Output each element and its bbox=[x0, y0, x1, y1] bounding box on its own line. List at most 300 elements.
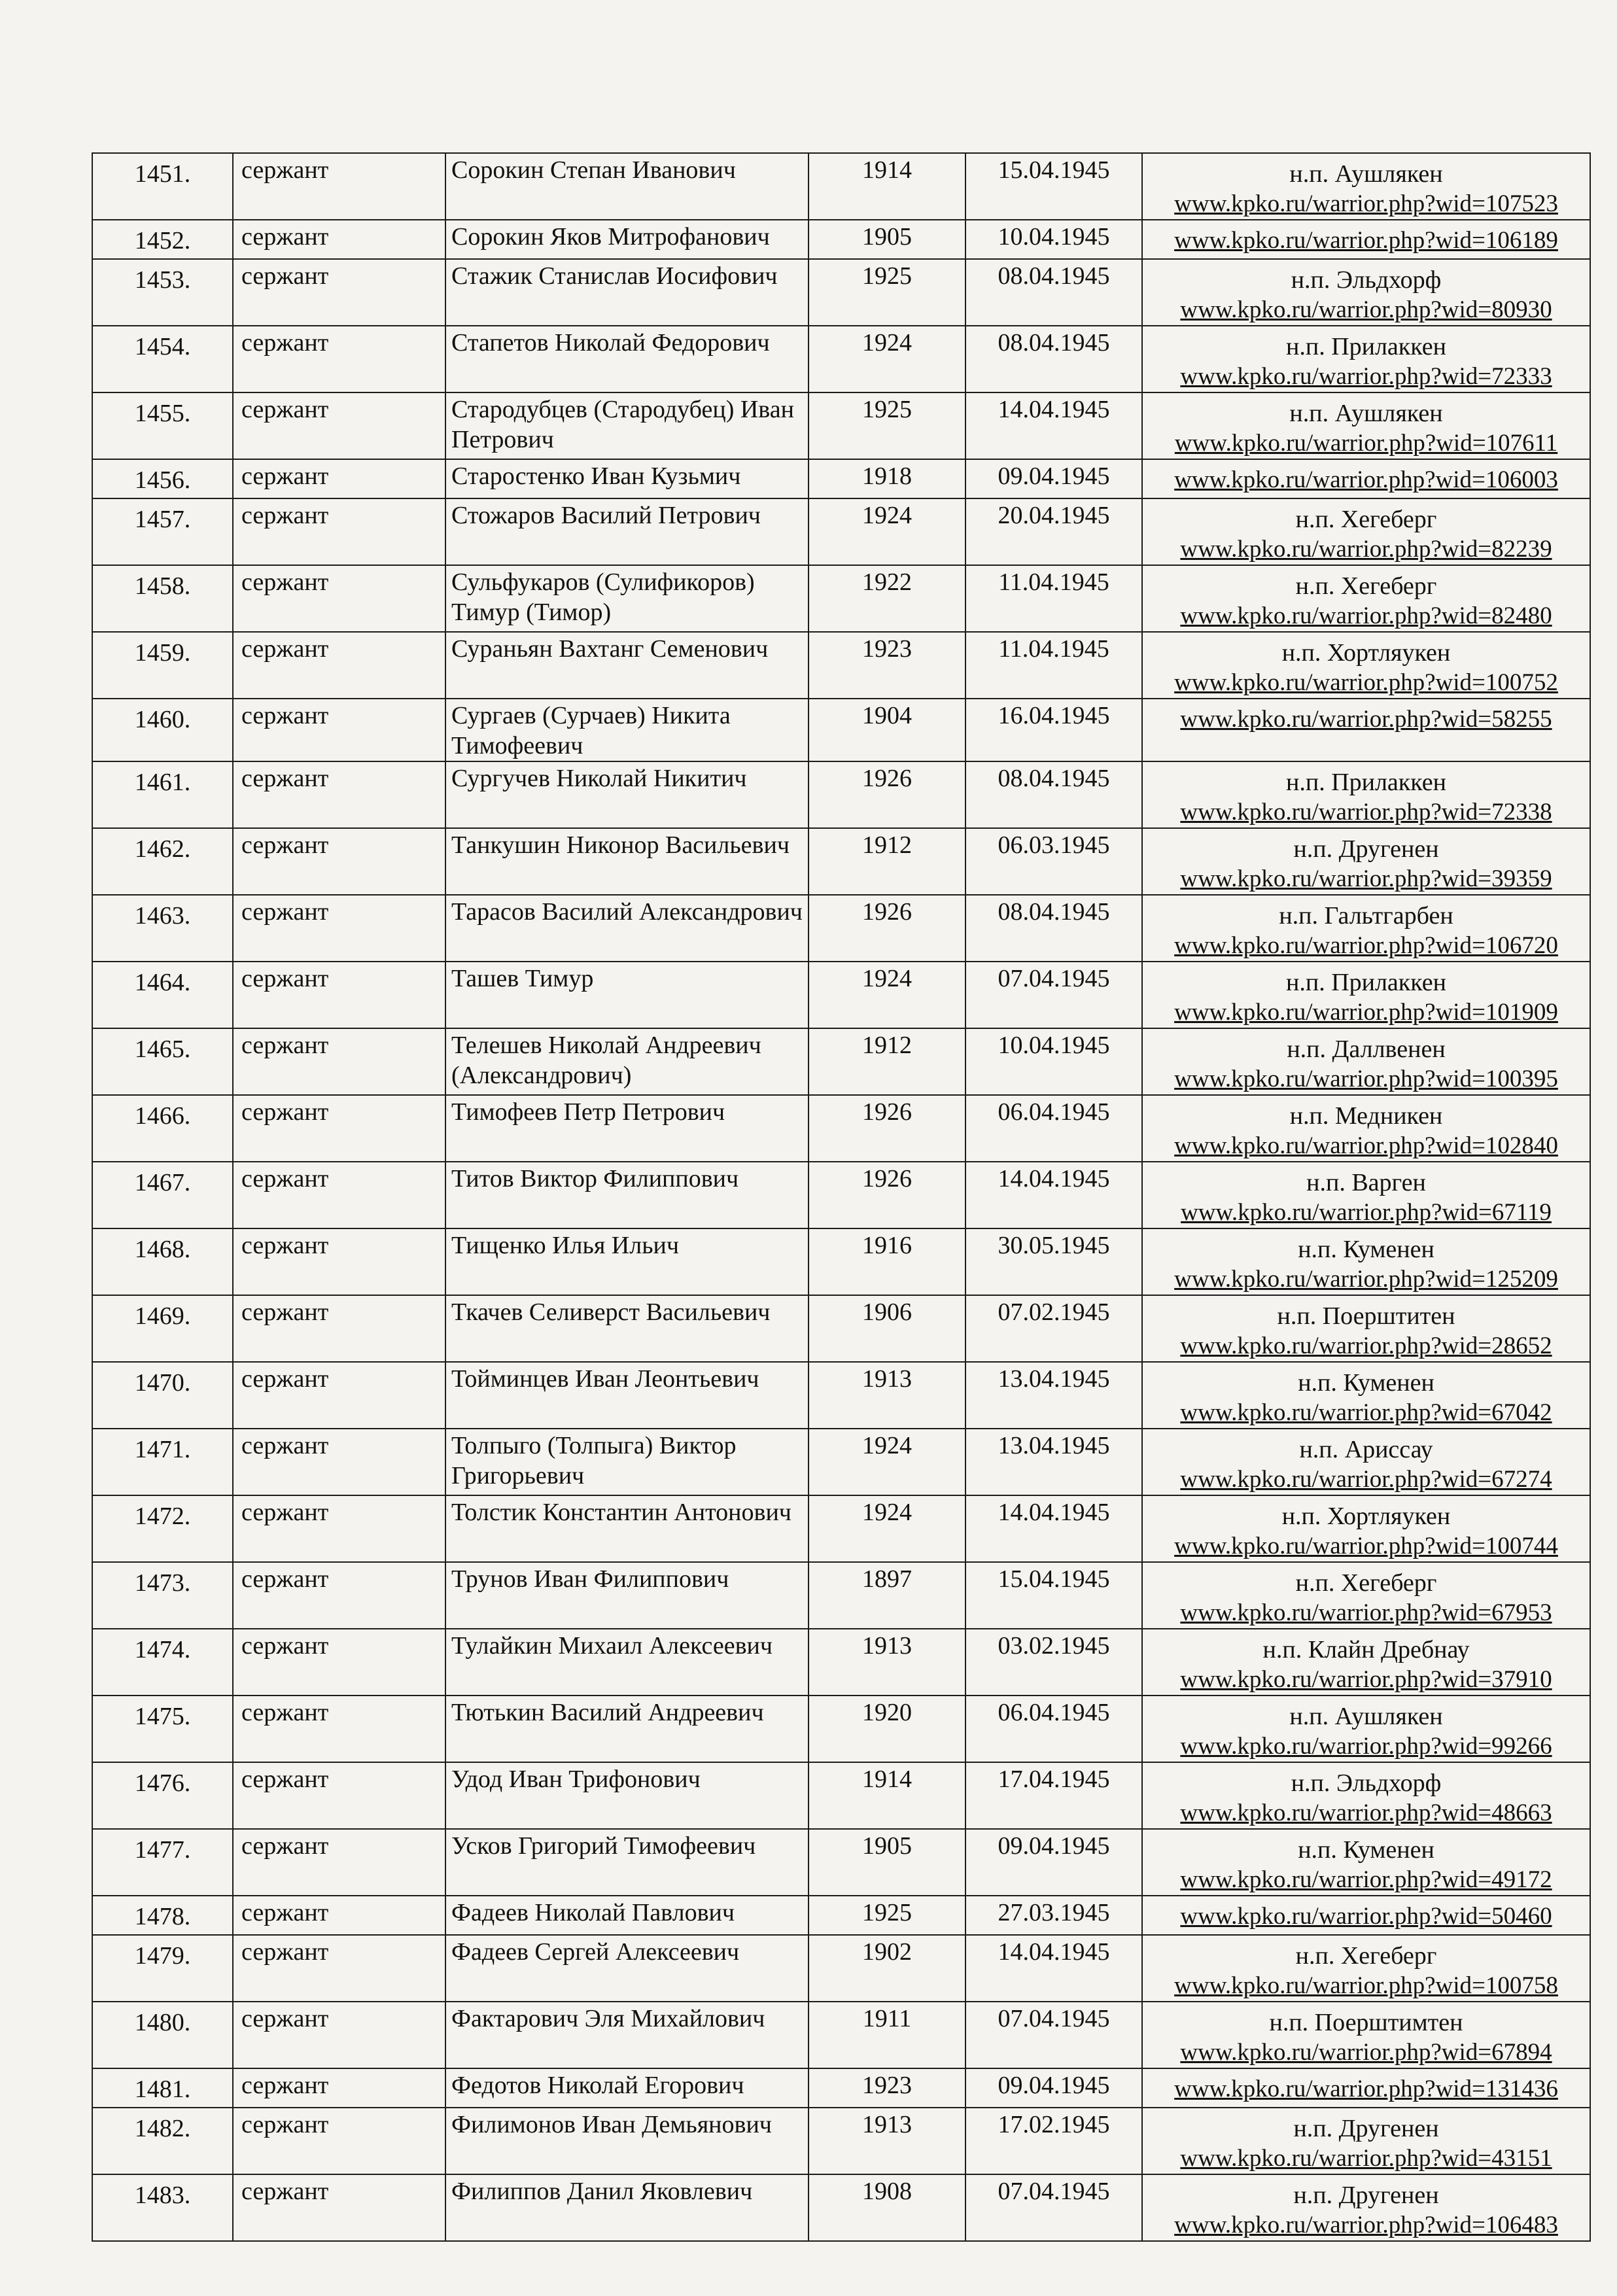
warrior-link[interactable]: www.kpko.ru/warrior.php?wid=58255 bbox=[1180, 706, 1552, 733]
rank: сержант bbox=[241, 223, 329, 251]
settlement-name: н.п. Эльдхорф bbox=[1291, 266, 1442, 294]
table-row bbox=[92, 1228, 1590, 1295]
row-number: 1463. bbox=[134, 902, 191, 930]
place-link-cell bbox=[1142, 1362, 1590, 1429]
full-name: Фадеев Сергей Алексеевич bbox=[451, 1938, 740, 1966]
row-number: 1464. bbox=[134, 969, 191, 996]
birth-year: 1913 bbox=[862, 1365, 912, 1393]
death-date: 06.03.1945 bbox=[998, 831, 1110, 859]
settlement-name: н.п. Другенен bbox=[1293, 835, 1439, 863]
full-name-cell bbox=[445, 259, 808, 326]
birth-year-cell bbox=[808, 153, 965, 220]
death-date-cell bbox=[965, 392, 1142, 459]
row-number: 1462. bbox=[134, 835, 191, 863]
rank: сержант bbox=[241, 568, 329, 596]
row-number: 1466. bbox=[134, 1102, 191, 1130]
warrior-link[interactable]: www.kpko.ru/warrior.php?wid=131436 bbox=[1174, 2076, 1558, 2102]
row-number-cell bbox=[92, 962, 233, 1028]
table-row bbox=[92, 153, 1590, 220]
full-name: Тютькин Василий Андреевич bbox=[451, 1699, 764, 1726]
death-date-cell bbox=[965, 498, 1142, 565]
birth-year: 1908 bbox=[862, 2178, 912, 2205]
full-name: Ткачев Селиверст Васильевич bbox=[451, 1298, 771, 1326]
table-row bbox=[92, 1896, 1590, 1935]
place-link-cell bbox=[1142, 895, 1590, 962]
full-name-cell bbox=[445, 1762, 808, 1829]
full-name-cell bbox=[445, 498, 808, 565]
rank: сержант bbox=[241, 1565, 329, 1593]
death-date: 07.04.1945 bbox=[998, 2178, 1110, 2205]
death-date-cell bbox=[965, 828, 1142, 895]
row-number-cell bbox=[92, 895, 233, 962]
birth-year: 1926 bbox=[862, 1165, 912, 1192]
death-date-cell bbox=[965, 1896, 1142, 1935]
row-number: 1482. bbox=[134, 2115, 191, 2142]
warrior-link[interactable]: www.kpko.ru/warrior.php?wid=28652 bbox=[1180, 1332, 1552, 1359]
row-number-cell bbox=[92, 1028, 233, 1095]
rank: сержант bbox=[241, 1832, 329, 1860]
death-date: 17.04.1945 bbox=[998, 1765, 1110, 1793]
table-row bbox=[92, 459, 1590, 498]
birth-year-cell bbox=[808, 1495, 965, 1562]
birth-year: 1911 bbox=[862, 2005, 912, 2032]
place-link-cell bbox=[1142, 498, 1590, 565]
settlement-name: н.п. Прилаккен bbox=[1286, 969, 1446, 996]
row-number: 1457. bbox=[134, 506, 191, 533]
full-name: Сульфукаров (Сулификоров) Тимур (Тимор) bbox=[451, 568, 755, 626]
warrior-link[interactable]: www.kpko.ru/warrior.php?wid=107523 bbox=[1174, 190, 1558, 217]
full-name-cell bbox=[445, 1429, 808, 1495]
warrior-link[interactable]: www.kpko.ru/warrior.php?wid=67953 bbox=[1180, 1599, 1552, 1626]
row-number-cell bbox=[92, 1295, 233, 1362]
table-row bbox=[92, 565, 1590, 632]
rank: сержант bbox=[241, 1938, 329, 1966]
rank-cell bbox=[233, 1562, 445, 1629]
row-number: 1474. bbox=[134, 1636, 191, 1663]
full-name: Сураньян Вахтанг Семенович bbox=[451, 635, 769, 663]
full-name: Тищенко Илья Ильич bbox=[451, 1232, 679, 1259]
place-link-cell bbox=[1142, 962, 1590, 1028]
full-name-cell bbox=[445, 699, 808, 761]
death-date-cell bbox=[965, 1228, 1142, 1295]
full-name: Сорокин Степан Иванович bbox=[451, 156, 736, 184]
rank-cell bbox=[233, 326, 445, 392]
death-date-cell bbox=[965, 220, 1142, 259]
row-number-cell bbox=[92, 1362, 233, 1429]
warrior-link[interactable]: www.kpko.ru/warrior.php?wid=67119 bbox=[1181, 1199, 1552, 1226]
row-number: 1478. bbox=[134, 1903, 191, 1930]
row-number: 1467. bbox=[134, 1169, 191, 1196]
death-date: 14.04.1945 bbox=[998, 1499, 1110, 1526]
rank-cell bbox=[233, 392, 445, 459]
birth-year: 1925 bbox=[862, 396, 912, 423]
table-row bbox=[92, 1762, 1590, 1829]
rank-cell bbox=[233, 498, 445, 565]
birth-year-cell bbox=[808, 498, 965, 565]
birth-year-cell bbox=[808, 459, 965, 498]
full-name-cell bbox=[445, 895, 808, 962]
birth-year: 1905 bbox=[862, 1832, 912, 1860]
death-date-cell bbox=[965, 1295, 1142, 1362]
rank: сержант bbox=[241, 831, 329, 859]
death-date-cell bbox=[965, 1829, 1142, 1896]
table-row bbox=[92, 1935, 1590, 2002]
rank-cell bbox=[233, 1762, 445, 1829]
birth-year-cell bbox=[808, 632, 965, 699]
table-body bbox=[92, 153, 1590, 2241]
full-name-cell bbox=[445, 1028, 808, 1095]
row-number: 1477. bbox=[134, 1836, 191, 1864]
table-row bbox=[92, 1696, 1590, 1762]
warrior-link[interactable]: www.kpko.ru/warrior.php?wid=106483 bbox=[1174, 2212, 1558, 2238]
birth-year-cell bbox=[808, 962, 965, 1028]
row-number-cell bbox=[92, 220, 233, 259]
rank-cell bbox=[233, 1095, 445, 1162]
death-date: 06.04.1945 bbox=[998, 1699, 1110, 1726]
warrior-link[interactable]: www.kpko.ru/warrior.php?wid=72338 bbox=[1180, 799, 1552, 826]
death-date: 07.02.1945 bbox=[998, 1298, 1110, 1326]
row-number-cell bbox=[92, 699, 233, 761]
place-link-cell bbox=[1142, 2002, 1590, 2068]
rank-cell bbox=[233, 2174, 445, 2241]
table-row bbox=[92, 2174, 1590, 2241]
full-name-cell bbox=[445, 2108, 808, 2174]
rank: сержант bbox=[241, 2178, 329, 2205]
death-date-cell bbox=[965, 459, 1142, 498]
full-name-cell bbox=[445, 828, 808, 895]
full-name-cell bbox=[445, 2174, 808, 2241]
birth-year: 1924 bbox=[862, 329, 912, 357]
row-number-cell bbox=[92, 1162, 233, 1228]
place-link-cell bbox=[1142, 761, 1590, 828]
rank-cell bbox=[233, 632, 445, 699]
birth-year-cell bbox=[808, 1095, 965, 1162]
warrior-link[interactable]: www.kpko.ru/warrior.php?wid=67274 bbox=[1180, 1466, 1552, 1493]
row-number-cell bbox=[92, 2002, 233, 2068]
death-date: 08.04.1945 bbox=[998, 262, 1110, 290]
death-date: 11.04.1945 bbox=[998, 635, 1109, 663]
warrior-link[interactable]: www.kpko.ru/warrior.php?wid=106189 bbox=[1174, 227, 1558, 254]
birth-year: 1906 bbox=[862, 1298, 912, 1326]
death-date: 14.04.1945 bbox=[998, 1938, 1110, 1966]
settlement-name: н.п. Поерштитен bbox=[1277, 1302, 1455, 1330]
warrior-link[interactable]: www.kpko.ru/warrior.php?wid=50460 bbox=[1180, 1903, 1552, 1930]
birth-year: 1926 bbox=[862, 898, 912, 926]
birth-year-cell bbox=[808, 1629, 965, 1696]
row-number: 1458. bbox=[134, 572, 191, 600]
settlement-name: н.п. Аушлякен bbox=[1289, 1703, 1443, 1730]
rank: сержант bbox=[241, 1699, 329, 1726]
birth-year-cell bbox=[808, 1028, 965, 1095]
row-number: 1468. bbox=[134, 1236, 191, 1263]
settlement-name: н.п. Другенен bbox=[1293, 2115, 1439, 2142]
death-date-cell bbox=[965, 895, 1142, 962]
row-number: 1451. bbox=[134, 160, 191, 188]
full-name: Федотов Николай Егорович bbox=[451, 2072, 744, 2099]
birth-year: 1922 bbox=[862, 568, 912, 596]
death-date-cell bbox=[965, 1935, 1142, 2002]
row-number-cell bbox=[92, 459, 233, 498]
rank-cell bbox=[233, 699, 445, 761]
birth-year-cell bbox=[808, 1829, 965, 1896]
settlement-name: н.п. Куменен bbox=[1298, 1369, 1434, 1397]
warrior-link[interactable]: www.kpko.ru/warrior.php?wid=39359 bbox=[1180, 865, 1552, 892]
death-date-cell bbox=[965, 1562, 1142, 1629]
birth-year-cell bbox=[808, 1896, 965, 1935]
rank: сержант bbox=[241, 156, 329, 184]
rank: сержант bbox=[241, 635, 329, 663]
rank: сержант bbox=[241, 1899, 329, 1926]
birth-year: 1925 bbox=[862, 1899, 912, 1926]
full-name: Тулайкин Михаил Алексеевич bbox=[451, 1632, 773, 1660]
warrior-link[interactable]: www.kpko.ru/warrior.php?wid=100744 bbox=[1174, 1533, 1558, 1559]
full-name: Титов Виктор Филиппович bbox=[451, 1165, 739, 1192]
settlement-name: н.п. Хегеберг bbox=[1295, 506, 1437, 533]
rank-cell bbox=[233, 761, 445, 828]
full-name-cell bbox=[445, 761, 808, 828]
settlement-name: н.п. Хегеберг bbox=[1295, 1942, 1437, 1970]
full-name-cell bbox=[445, 459, 808, 498]
place-link-cell bbox=[1142, 2108, 1590, 2174]
warrior-link[interactable]: www.kpko.ru/warrior.php?wid=100752 bbox=[1174, 669, 1558, 696]
place-link-cell bbox=[1142, 632, 1590, 699]
row-number: 1470. bbox=[134, 1369, 191, 1397]
full-name-cell bbox=[445, 1935, 808, 2002]
rank: сержант bbox=[241, 1632, 329, 1660]
row-number-cell bbox=[92, 498, 233, 565]
warrior-link[interactable]: www.kpko.ru/warrior.php?wid=102840 bbox=[1174, 1132, 1558, 1159]
warrior-link[interactable]: www.kpko.ru/warrior.php?wid=72333 bbox=[1180, 363, 1552, 390]
rank: сержант bbox=[241, 329, 329, 357]
full-name-cell bbox=[445, 1495, 808, 1562]
settlement-name: н.п. Аушлякен bbox=[1289, 400, 1443, 427]
birth-year: 1897 bbox=[862, 1565, 912, 1593]
death-date-cell bbox=[965, 2108, 1142, 2174]
full-name-cell bbox=[445, 392, 808, 459]
full-name: Телешев Николай Андреевич (Александрович) bbox=[451, 1032, 761, 1089]
death-date: 09.04.1945 bbox=[998, 1832, 1110, 1860]
death-date: 11.04.1945 bbox=[998, 568, 1109, 596]
birth-year: 1924 bbox=[862, 965, 912, 992]
warrior-link[interactable]: www.kpko.ru/warrior.php?wid=107611 bbox=[1174, 430, 1558, 457]
place-link-cell bbox=[1142, 565, 1590, 632]
birth-year: 1925 bbox=[862, 262, 912, 290]
birth-year-cell bbox=[808, 259, 965, 326]
death-date-cell bbox=[965, 1629, 1142, 1696]
settlement-name: н.п. Хегеберг bbox=[1295, 572, 1437, 600]
death-date: 15.04.1945 bbox=[998, 156, 1110, 184]
full-name: Усков Григорий Тимофеевич bbox=[451, 1832, 756, 1860]
row-number: 1473. bbox=[134, 1569, 191, 1597]
death-date: 16.04.1945 bbox=[998, 702, 1110, 729]
settlement-name: н.п. Поерштимтен bbox=[1269, 2009, 1463, 2036]
birth-year-cell bbox=[808, 1429, 965, 1495]
row-number: 1452. bbox=[134, 227, 191, 254]
birth-year-cell bbox=[808, 1935, 965, 2002]
row-number: 1475. bbox=[134, 1703, 191, 1730]
full-name: Сорокин Яков Митрофанович bbox=[451, 223, 770, 251]
full-name-cell bbox=[445, 1362, 808, 1429]
full-name: Фадеев Николай Павлович bbox=[451, 1899, 735, 1926]
rank-cell bbox=[233, 1495, 445, 1562]
birth-year-cell bbox=[808, 1362, 965, 1429]
full-name: Стародубцев (Стародубец) Иван Петрович bbox=[451, 396, 794, 453]
death-date-cell bbox=[965, 1495, 1142, 1562]
death-date-cell bbox=[965, 326, 1142, 392]
birth-year: 1914 bbox=[862, 156, 912, 184]
warrior-link[interactable]: www.kpko.ru/warrior.php?wid=82480 bbox=[1180, 602, 1552, 629]
death-date: 15.04.1945 bbox=[998, 1565, 1110, 1593]
warrior-link[interactable]: www.kpko.ru/warrior.php?wid=48663 bbox=[1180, 1800, 1552, 1826]
full-name-cell bbox=[445, 962, 808, 1028]
table-row bbox=[92, 962, 1590, 1028]
rank-cell bbox=[233, 895, 445, 962]
row-number-cell bbox=[92, 828, 233, 895]
rank-cell bbox=[233, 2068, 445, 2108]
settlement-name: н.п. Даллвенен bbox=[1287, 1035, 1446, 1063]
row-number: 1461. bbox=[134, 769, 191, 796]
full-name-cell bbox=[445, 1896, 808, 1935]
death-date: 20.04.1945 bbox=[998, 502, 1110, 529]
place-link-cell bbox=[1142, 1896, 1590, 1935]
death-date-cell bbox=[965, 259, 1142, 326]
warrior-link[interactable]: www.kpko.ru/warrior.php?wid=106720 bbox=[1174, 932, 1558, 959]
row-number-cell bbox=[92, 153, 233, 220]
full-name: Филимонов Иван Демьянович bbox=[451, 2111, 772, 2138]
row-number-cell bbox=[92, 1696, 233, 1762]
warrior-link[interactable]: www.kpko.ru/warrior.php?wid=100758 bbox=[1174, 1972, 1558, 1999]
death-date-cell bbox=[965, 1162, 1142, 1228]
settlement-name: н.п. Хортляукен bbox=[1281, 1503, 1451, 1530]
death-date-cell bbox=[965, 1762, 1142, 1829]
rank: сержант bbox=[241, 1365, 329, 1393]
rank-cell bbox=[233, 220, 445, 259]
row-number: 1459. bbox=[134, 639, 191, 667]
warrior-link[interactable]: www.kpko.ru/warrior.php?wid=43151 bbox=[1180, 2145, 1552, 2172]
full-name-cell bbox=[445, 1095, 808, 1162]
warrior-link[interactable]: www.kpko.ru/warrior.php?wid=99266 bbox=[1180, 1733, 1552, 1760]
rank: сержант bbox=[241, 1432, 329, 1459]
birth-year: 1904 bbox=[862, 702, 912, 729]
rank: сержант bbox=[241, 2111, 329, 2138]
place-link-cell bbox=[1142, 392, 1590, 459]
death-date: 10.04.1945 bbox=[998, 223, 1110, 251]
warrior-link[interactable]: www.kpko.ru/warrior.php?wid=82239 bbox=[1180, 536, 1552, 563]
birth-year: 1924 bbox=[862, 1499, 912, 1526]
settlement-name: н.п. Медникен bbox=[1289, 1102, 1443, 1130]
place-link-cell bbox=[1142, 1095, 1590, 1162]
death-date: 13.04.1945 bbox=[998, 1432, 1110, 1459]
row-number: 1483. bbox=[134, 2182, 191, 2209]
birth-year-cell bbox=[808, 326, 965, 392]
rank-cell bbox=[233, 1162, 445, 1228]
death-date-cell bbox=[965, 962, 1142, 1028]
row-number-cell bbox=[92, 632, 233, 699]
birth-year: 1914 bbox=[862, 1765, 912, 1793]
settlement-name: н.п. Гальтгарбен bbox=[1279, 902, 1453, 930]
rank-cell bbox=[233, 259, 445, 326]
rank: сержант bbox=[241, 1032, 329, 1059]
settlement-name: н.п. Другенен bbox=[1293, 2182, 1439, 2209]
warrior-link[interactable]: www.kpko.ru/warrior.php?wid=49172 bbox=[1180, 1866, 1552, 1893]
death-date-cell bbox=[965, 565, 1142, 632]
full-name: Танкушин Никонор Васильевич bbox=[451, 831, 790, 859]
warrior-link[interactable]: www.kpko.ru/warrior.php?wid=106003 bbox=[1174, 466, 1558, 493]
warrior-link[interactable]: www.kpko.ru/warrior.php?wid=101909 bbox=[1174, 999, 1558, 1026]
warrior-link[interactable]: www.kpko.ru/warrior.php?wid=37910 bbox=[1180, 1666, 1552, 1693]
place-link-cell bbox=[1142, 699, 1590, 761]
death-date: 07.04.1945 bbox=[998, 2005, 1110, 2032]
death-date: 09.04.1945 bbox=[998, 2072, 1110, 2099]
full-name: Филиппов Данил Яковлевич bbox=[451, 2178, 753, 2205]
rank-cell bbox=[233, 1696, 445, 1762]
birth-year-cell bbox=[808, 2068, 965, 2108]
full-name-cell bbox=[445, 1829, 808, 1896]
row-number-cell bbox=[92, 1762, 233, 1829]
death-date: 14.04.1945 bbox=[998, 396, 1110, 423]
warrior-link[interactable]: www.kpko.ru/warrior.php?wid=80930 bbox=[1180, 296, 1552, 323]
full-name: Стожаров Василий Петрович bbox=[451, 502, 761, 529]
warrior-link[interactable]: www.kpko.ru/warrior.php?wid=67894 bbox=[1180, 2039, 1552, 2066]
warrior-link[interactable]: www.kpko.ru/warrior.php?wid=100395 bbox=[1174, 1066, 1558, 1092]
death-date: 30.05.1945 bbox=[998, 1232, 1110, 1259]
birth-year-cell bbox=[808, 1228, 965, 1295]
row-number: 1480. bbox=[134, 2009, 191, 2036]
rank: сержант bbox=[241, 702, 329, 729]
place-link-cell bbox=[1142, 1295, 1590, 1362]
birth-year: 1912 bbox=[862, 1032, 912, 1059]
table-row bbox=[92, 2108, 1590, 2174]
full-name: Толпыго (Толпыга) Виктор Григорьевич bbox=[451, 1432, 737, 1489]
birth-year-cell bbox=[808, 1162, 965, 1228]
table-row bbox=[92, 1028, 1590, 1095]
warrior-link[interactable]: www.kpko.ru/warrior.php?wid=125209 bbox=[1174, 1266, 1558, 1293]
full-name: Стажик Станислав Иосифович bbox=[451, 262, 778, 290]
death-date: 03.02.1945 bbox=[998, 1632, 1110, 1660]
row-number: 1465. bbox=[134, 1035, 191, 1063]
birth-year: 1923 bbox=[862, 2072, 912, 2099]
full-name-cell bbox=[445, 220, 808, 259]
death-date-cell bbox=[965, 761, 1142, 828]
table-row bbox=[92, 2002, 1590, 2068]
table-row bbox=[92, 1162, 1590, 1228]
row-number: 1469. bbox=[134, 1302, 191, 1330]
row-number-cell bbox=[92, 1562, 233, 1629]
rank: сержант bbox=[241, 1165, 329, 1192]
settlement-name: н.п. Аушлякен bbox=[1289, 160, 1443, 188]
row-number: 1454. bbox=[134, 333, 191, 360]
table-row bbox=[92, 1495, 1590, 1562]
table-row bbox=[92, 895, 1590, 962]
death-date: 27.03.1945 bbox=[998, 1899, 1110, 1926]
full-name: Сургаев (Сурчаев) Никита Тимофеевич bbox=[451, 702, 731, 759]
rank: сержант bbox=[241, 965, 329, 992]
row-number-cell bbox=[92, 1495, 233, 1562]
death-date-cell bbox=[965, 1429, 1142, 1495]
place-link-cell bbox=[1142, 1028, 1590, 1095]
birth-year: 1913 bbox=[862, 2111, 912, 2138]
row-number: 1453. bbox=[134, 266, 191, 294]
birth-year-cell bbox=[808, 1762, 965, 1829]
rank-cell bbox=[233, 1896, 445, 1935]
birth-year-cell bbox=[808, 392, 965, 459]
rank-cell bbox=[233, 1028, 445, 1095]
table-row bbox=[92, 259, 1590, 326]
rank-cell bbox=[233, 962, 445, 1028]
row-number-cell bbox=[92, 2068, 233, 2108]
birth-year: 1924 bbox=[862, 1432, 912, 1459]
warrior-link[interactable]: www.kpko.ru/warrior.php?wid=67042 bbox=[1180, 1399, 1552, 1426]
